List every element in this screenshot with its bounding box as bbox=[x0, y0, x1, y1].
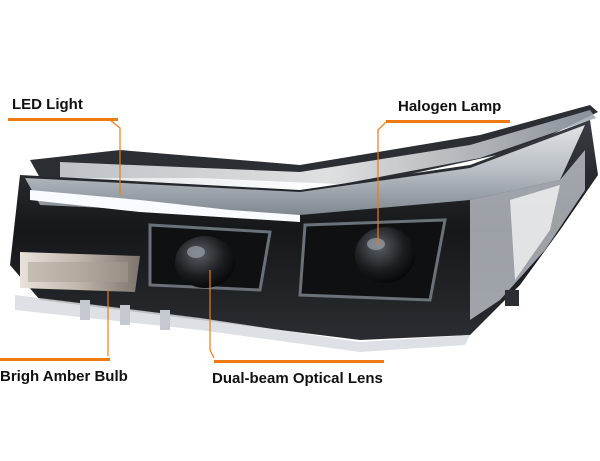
amber-bulb-label: Brigh Amber Bulb bbox=[0, 368, 128, 385]
lens-glint bbox=[367, 238, 385, 250]
amber-label-underline bbox=[0, 358, 110, 361]
amber-reflector-ribs bbox=[28, 262, 128, 282]
lens-label-underline bbox=[214, 360, 384, 363]
lens-glint bbox=[187, 246, 205, 258]
mounting-clip bbox=[505, 290, 519, 306]
led-light-label: LED Light bbox=[12, 96, 83, 113]
halogen-lamp-label: Halogen Lamp bbox=[398, 98, 502, 115]
mounting-clip bbox=[120, 305, 130, 325]
optical-lens bbox=[175, 236, 235, 288]
halogen-label-underline bbox=[386, 120, 510, 123]
mounting-clip bbox=[80, 300, 90, 320]
led-label-underline bbox=[8, 118, 118, 121]
optical-lens-label: Dual-beam Optical Lens bbox=[212, 370, 383, 387]
mounting-clip bbox=[160, 310, 170, 330]
halogen-lens bbox=[355, 227, 415, 283]
